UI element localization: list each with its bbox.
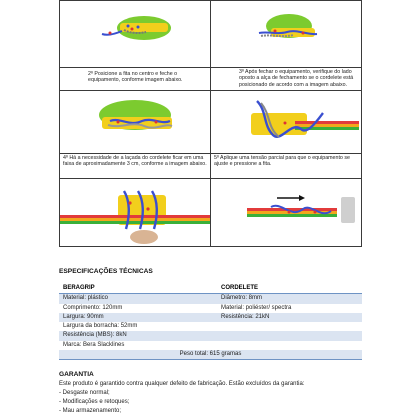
spec-cell	[217, 331, 362, 340]
spec-cell: Comprimento: 120mm	[63, 304, 123, 311]
step-3-text: 3º Após fechar o equipamento, verifique do lado oposto a alça de fechamento se o cordelete está posicionado de acordo com a imagem abaixo.	[239, 69, 354, 88]
step-4-text: 4º Há a necessidade de a laçada do cordelete ficar em uma faixa de aproximadamente 3 cm, conforme a imagem abaixo.	[63, 155, 207, 168]
table-row	[59, 313, 362, 322]
spec-cell	[217, 341, 362, 350]
spec-cell: Largura: 90mm	[59, 313, 217, 322]
spec-cell: Largura da borracha: 52mm	[63, 323, 138, 330]
photo-cell	[59, 90, 211, 154]
spec-cell: Material: plástico	[59, 294, 217, 304]
photo-cell	[210, 178, 362, 247]
beragrip-photo-loop	[60, 91, 210, 153]
step-cell	[210, 67, 362, 91]
specs-table	[59, 284, 362, 360]
photo-cell	[59, 178, 211, 247]
warranty-item: - Desgaste normal;	[59, 390, 110, 396]
warranty-item: - Modificações e retoques;	[59, 399, 130, 405]
photo-cell	[210, 0, 362, 68]
specs-header-row	[59, 284, 362, 294]
instruction-table	[59, 0, 362, 247]
step-2-text: 2º Posicione a fita no centro e feche o equipamento, conforme imagem abaixo.	[88, 71, 183, 84]
step-cell	[59, 67, 211, 91]
total-weight: Peso total: 615 gramas	[59, 350, 362, 360]
beragrip-photo-arrow	[211, 179, 361, 246]
beragrip-photo-closed	[60, 1, 210, 67]
warranty-intro: Este produto é garantido contra qualquer defeito de fabricação. Estão excluídos da garantia:	[59, 381, 305, 387]
specs-heading: ESPECIFICAÇÕES TÉCNICAS	[59, 268, 153, 275]
table-row	[59, 341, 362, 350]
table-row	[59, 331, 362, 340]
cordelete-header: CORDELETE	[217, 284, 362, 294]
step-cell	[210, 153, 362, 179]
warranty-heading: GARANTIA	[59, 371, 94, 378]
step-cell	[59, 153, 211, 179]
spec-cell: Marca: Bera Slacklines	[63, 341, 125, 348]
spec-cell: Diâmetro: 8mm	[217, 294, 362, 304]
photo-cell	[210, 90, 362, 154]
beragrip-photo-hand-side	[60, 179, 210, 246]
spec-cell: Resistência: 21kN	[217, 313, 362, 322]
beragrip-photo-tension	[211, 91, 361, 153]
spec-cell: Material: poliéster/ spectra	[221, 304, 292, 311]
table-row	[59, 294, 362, 304]
total-row	[59, 350, 362, 360]
warranty-item: - Mau armazenamento;	[59, 408, 122, 414]
photo-cell	[59, 0, 211, 68]
beragrip-photo-back	[211, 1, 361, 67]
step-5-text: 5º Aplique uma tensão parcial para que o equipamento se ajuste e pressione a fita.	[214, 155, 350, 168]
table-row	[59, 322, 362, 331]
beragrip-header: BERAGRIP	[59, 284, 217, 294]
spec-cell: Resistência (MBS): 8kN	[59, 331, 217, 340]
spec-cell	[217, 322, 362, 331]
table-row	[59, 304, 362, 313]
